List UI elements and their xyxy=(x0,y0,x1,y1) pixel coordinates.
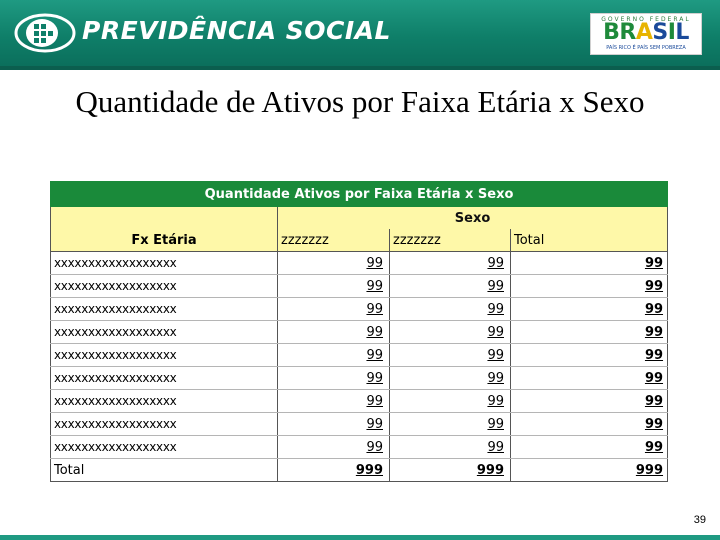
brasil-letter: A xyxy=(635,20,653,45)
gov-top-text: GOVERNO FEDERAL xyxy=(601,16,691,23)
cell-total: 99 xyxy=(511,367,668,390)
total-row xyxy=(51,459,668,482)
column-header: zzzzzzz xyxy=(390,229,511,252)
table-row xyxy=(51,275,668,298)
column-header: zzzzzzz xyxy=(278,229,390,252)
row-label: xxxxxxxxxxxxxxxxxx xyxy=(51,298,278,321)
cell-value: 99 xyxy=(390,321,511,344)
total-value: 999 xyxy=(390,459,511,482)
cell-value: 99 xyxy=(390,436,511,459)
table-row xyxy=(51,436,668,459)
blank-cell xyxy=(51,207,278,230)
cell-value: 99 xyxy=(278,390,390,413)
sexo-header: Sexo xyxy=(278,207,668,230)
cell-total: 99 xyxy=(511,413,668,436)
bottom-bar xyxy=(0,535,720,540)
total-column-header: Total xyxy=(511,229,668,252)
table-title: Quantidade Ativos por Faixa Etária x Sexo xyxy=(51,182,668,207)
cell-value: 99 xyxy=(278,344,390,367)
previdencia-logo-icon xyxy=(14,12,76,54)
cell-value: 99 xyxy=(278,298,390,321)
table-row xyxy=(51,321,668,344)
data-table xyxy=(50,181,667,482)
governo-brasil-logo xyxy=(590,13,702,55)
table-row xyxy=(51,413,668,436)
row-label: xxxxxxxxxxxxxxxxxx xyxy=(51,344,278,367)
cell-value: 99 xyxy=(278,367,390,390)
cell-value: 99 xyxy=(390,413,511,436)
cell-value: 99 xyxy=(278,413,390,436)
fx-etaria-header: Fx Etária xyxy=(51,229,278,252)
cell-total: 99 xyxy=(511,298,668,321)
brasil-letter: I xyxy=(667,20,676,45)
cell-value: 99 xyxy=(278,275,390,298)
brasil-letter: B xyxy=(603,20,620,45)
cell-value: 99 xyxy=(390,390,511,413)
header-band xyxy=(0,0,720,66)
cell-total: 99 xyxy=(511,321,668,344)
slide-title: Quantidade de Ativos por Faixa Etária x Sexo xyxy=(75,84,645,119)
cell-value: 99 xyxy=(278,252,390,275)
gov-slogan: PAÍS RICO É PAÍS SEM POBREZA xyxy=(606,45,686,51)
row-label: xxxxxxxxxxxxxxxxxx xyxy=(51,321,278,344)
cell-total: 99 xyxy=(511,390,668,413)
total-value: 999 xyxy=(278,459,390,482)
table-row xyxy=(51,367,668,390)
grand-total: 999 xyxy=(511,459,668,482)
cell-value: 99 xyxy=(390,298,511,321)
table-row xyxy=(51,252,668,275)
brasil-wordmark xyxy=(591,21,701,45)
cell-value: 99 xyxy=(390,252,511,275)
cell-value: 99 xyxy=(390,344,511,367)
cell-value: 99 xyxy=(390,275,511,298)
table-row xyxy=(51,344,668,367)
table-row xyxy=(51,390,668,413)
brasil-letter: R xyxy=(619,20,636,45)
row-label: xxxxxxxxxxxxxxxxxx xyxy=(51,436,278,459)
cell-value: 99 xyxy=(390,367,511,390)
table-row xyxy=(51,298,668,321)
cell-total: 99 xyxy=(511,252,668,275)
row-label: xxxxxxxxxxxxxxxxxx xyxy=(51,275,278,298)
cell-value: 99 xyxy=(278,321,390,344)
cell-total: 99 xyxy=(511,344,668,367)
row-label: xxxxxxxxxxxxxxxxxx xyxy=(51,390,278,413)
header-divider xyxy=(0,66,720,70)
brand-title: PREVIDÊNCIA SOCIAL xyxy=(82,16,391,45)
brasil-letter: L xyxy=(675,20,689,45)
row-label: xxxxxxxxxxxxxxxxxx xyxy=(51,413,278,436)
row-label: xxxxxxxxxxxxxxxxxx xyxy=(51,367,278,390)
row-label: xxxxxxxxxxxxxxxxxx xyxy=(51,252,278,275)
cell-total: 99 xyxy=(511,436,668,459)
total-label: Total xyxy=(51,459,278,482)
cell-value: 99 xyxy=(278,436,390,459)
page-number: 39 xyxy=(693,514,706,526)
brasil-letter: S xyxy=(652,20,668,45)
cell-total: 99 xyxy=(511,275,668,298)
